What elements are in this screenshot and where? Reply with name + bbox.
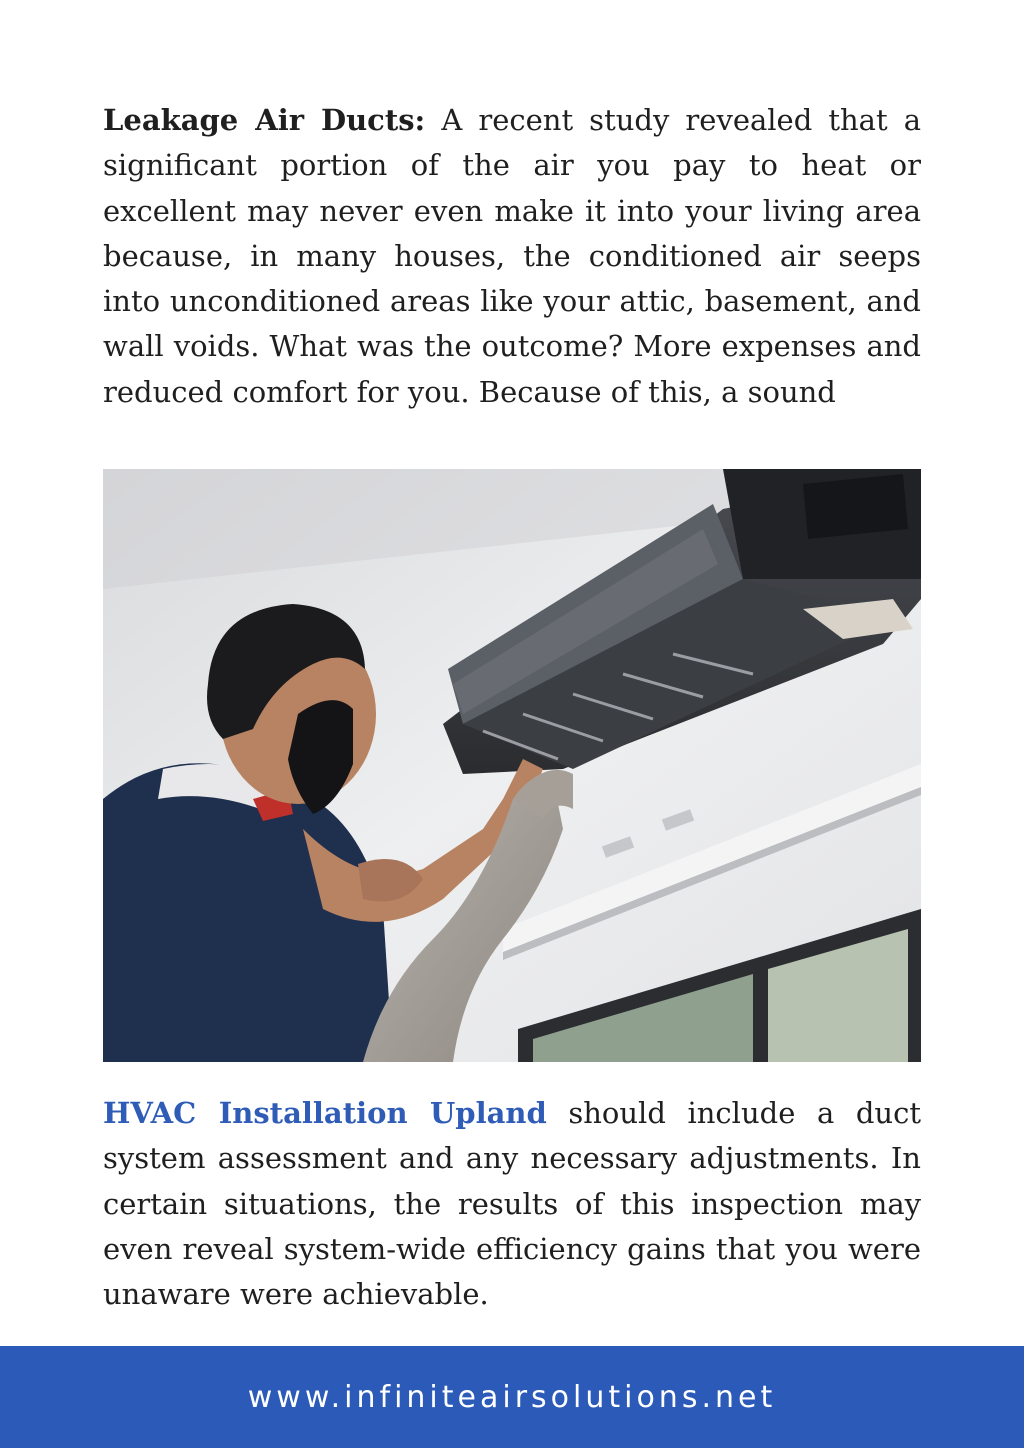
footer-bar: [0, 1346, 1024, 1448]
section-heading: Leakage Air Ducts:: [103, 103, 426, 137]
website-url: www.infiniteairsolutions.net: [247, 1379, 777, 1415]
intro-text: A recent study revealed that a significant portion of the air you pay to heat or excellent may never even make it into your living area because, in many houses, the conditioned air seeps into unconditioned areas like your attic, basement, and wall voids. What was the outcome? More expenses and reduced comfort for you. Because of this, a sound: [103, 103, 921, 409]
closing-paragraph: [103, 1091, 921, 1317]
closing-text: should include a duct system assessment and any necessary adjustments. In certain situations, the results of this inspection may even reveal system-wide efficiency gains that you were unaware were achievable.: [103, 1096, 921, 1312]
technician-cleaning-ac-photo: [103, 469, 921, 1062]
hvac-installation-link[interactable]: HVAC Installation Upland: [103, 1096, 547, 1130]
intro-paragraph: [103, 98, 921, 415]
